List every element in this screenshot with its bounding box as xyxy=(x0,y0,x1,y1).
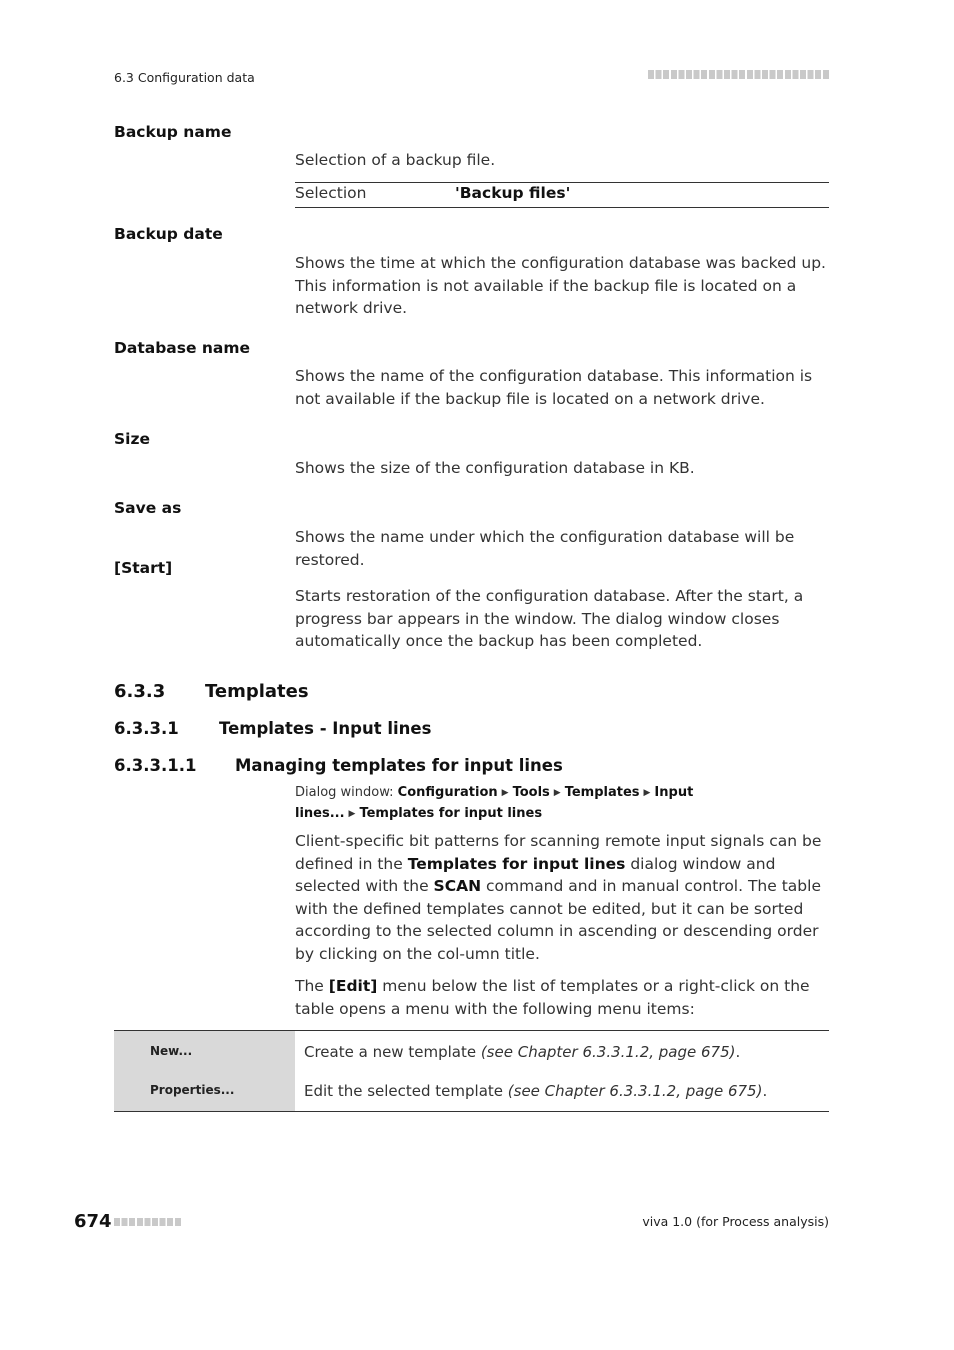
selection-table xyxy=(295,182,829,208)
path-tools: Tools xyxy=(512,785,550,800)
term-save-as: Save as xyxy=(114,499,182,517)
desc-database-name: Shows the name of the configuration database. This information is not available if the backup file is located on a network drive. xyxy=(295,367,813,408)
menu-desc-new xyxy=(304,1043,740,1061)
dialog-prefix: Dialog window: xyxy=(295,785,394,800)
term-size: Size xyxy=(114,430,151,448)
path-templates: Templates xyxy=(564,785,640,800)
text: dialog window and selected with the xyxy=(295,854,776,895)
dialog-path xyxy=(295,783,825,825)
heading-6-3-3-1 xyxy=(114,719,431,738)
path-configuration: Configuration xyxy=(397,785,498,800)
desc-start: Starts restoration of the configuration database. After the start, a progress bar appears in the window. The dialog window closes automatically once the backup has been completed. xyxy=(295,587,804,650)
text: . xyxy=(735,1043,741,1061)
desc-size: Shows the size of the configuration database in KB. xyxy=(295,459,695,477)
footer-decoration xyxy=(114,1218,182,1226)
term-start: [Start] xyxy=(114,559,173,577)
menu-items-table xyxy=(114,1030,829,1112)
chapter-reference: (see Chapter 6.3.3.1.2, page 675) xyxy=(480,1043,736,1061)
triangle-right-icon: ▶ xyxy=(553,788,561,798)
bold-menu-name: [Edit] xyxy=(328,977,378,995)
term-backup-name: Backup name xyxy=(114,123,232,141)
menu-item-properties: Properties... xyxy=(150,1083,235,1097)
triangle-right-icon: ▶ xyxy=(501,788,509,798)
paragraph-menu xyxy=(295,975,835,1020)
text: command and in manual control. The table with the defined templates cannot be edited, but it can be sorted according to the selected column in ascending or descending order by clicking on the col-umn title. xyxy=(295,877,821,963)
path-input-lines: Input lines... xyxy=(295,785,694,821)
desc-backup-date: Shows the time at which the configuration database was backed up. This information is not available if the backup file is located on a network drive. xyxy=(295,254,826,317)
triangle-right-icon: ▶ xyxy=(348,809,356,819)
heading-title: Templates - Input lines xyxy=(219,719,432,738)
header-decoration xyxy=(648,70,829,79)
term-backup-date: Backup date xyxy=(114,225,223,243)
paragraph-intro xyxy=(295,830,835,965)
bold-command: SCAN xyxy=(433,877,482,895)
menu-label-column xyxy=(114,1031,295,1111)
footer-product: viva 1.0 (for Process analysis) xyxy=(642,1214,829,1229)
text: The xyxy=(295,977,329,995)
heading-number: 6.3.3.1.1 xyxy=(114,756,197,775)
menu-desc-properties xyxy=(304,1082,767,1100)
text: Edit the selected template xyxy=(304,1082,508,1100)
heading-title: Managing templates for input lines xyxy=(235,756,563,775)
heading-number: 6.3.3.1 xyxy=(114,719,179,738)
menu-item-new: New... xyxy=(150,1044,193,1058)
chapter-reference: (see Chapter 6.3.3.1.2, page 675) xyxy=(507,1082,763,1100)
desc-backup-name: Selection of a backup file. xyxy=(295,151,496,169)
heading-number: 6.3.3 xyxy=(114,681,166,702)
selection-label: Selection xyxy=(295,184,367,202)
text: menu below the list of templates or a right-click on the table opens a menu with the following menu items: xyxy=(295,977,810,1018)
heading-6-3-3 xyxy=(114,681,309,702)
triangle-right-icon: ▶ xyxy=(643,788,651,798)
text: . xyxy=(762,1082,768,1100)
text: Create a new template xyxy=(304,1043,481,1061)
heading-6-3-3-1-1 xyxy=(114,756,563,775)
desc-save-as: Shows the name under which the configuration database will be restored. xyxy=(295,528,795,569)
path-templates-for-input-lines: Templates for input lines xyxy=(359,806,543,821)
text: Client-specific bit patterns for scanning remote input signals can be defined in the xyxy=(295,832,822,873)
term-database-name: Database name xyxy=(114,339,251,357)
page-number: 674 xyxy=(74,1211,112,1232)
heading-title: Templates xyxy=(205,681,309,702)
running-header: 6.3 Configuration data xyxy=(114,70,255,85)
bold-dialog-name: Templates for input lines xyxy=(407,854,626,873)
selection-value: 'Backup files' xyxy=(455,184,571,202)
